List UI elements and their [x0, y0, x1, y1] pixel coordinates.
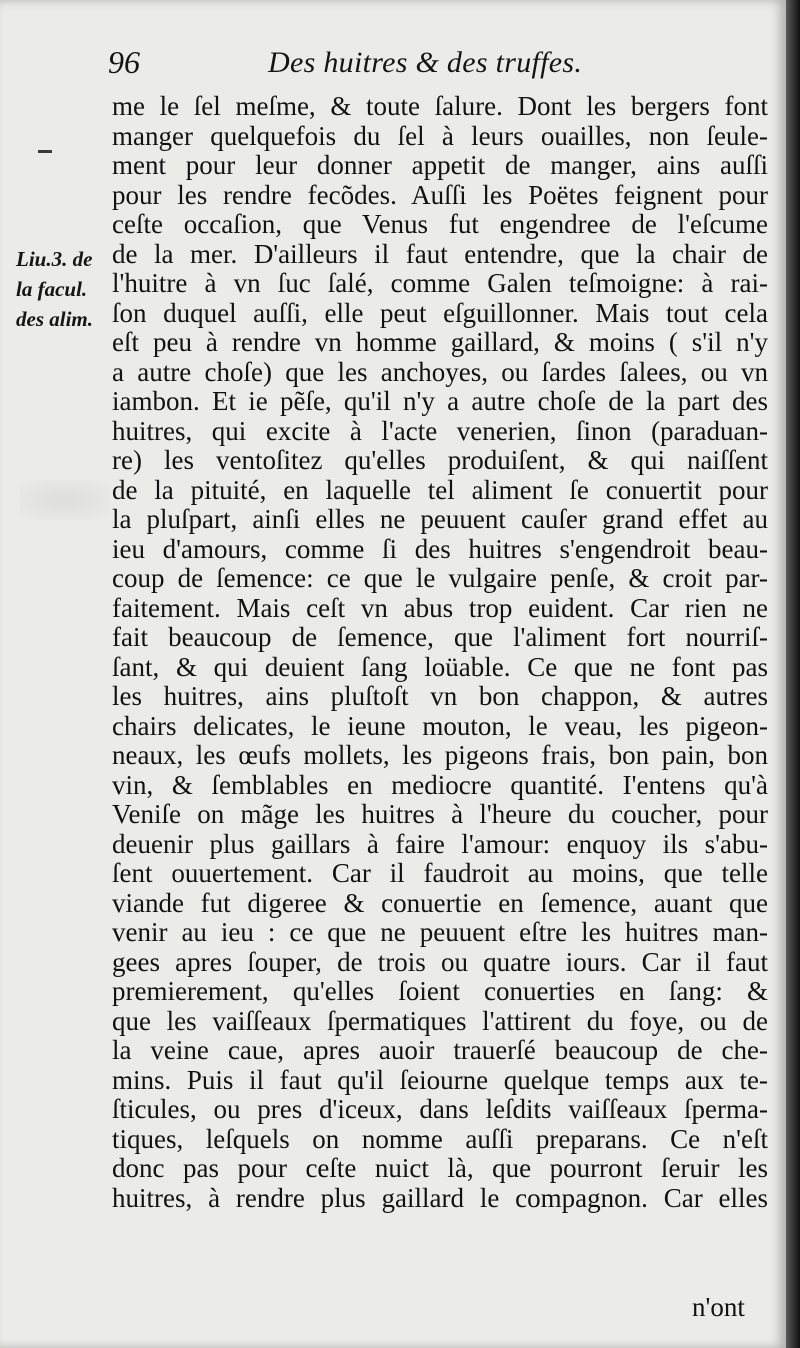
- text-line: de la pituité, en laquelle tel aliment ſe conuertit pour: [112, 474, 768, 505]
- text-line: ceſte occaſion, que Venus fut engendree de l'eſcume: [112, 209, 768, 239]
- text-line: l'huitre à vn ſuc ſalé, comme Galen teſmoigne: à rai-: [112, 268, 768, 298]
- text-line: a autre choſe) que les anchoyes, ou ſardes ſalees, ou vn: [112, 356, 768, 387]
- text-line: venir au ieu : ce que ne peuuent eſtre les huitres man-: [112, 917, 768, 947]
- margin-note: [16, 244, 114, 334]
- text-line: ſent ouuertement. Car il faudroit au moins, que telle: [112, 858, 768, 888]
- text-line: que les vaiſſeaux ſpermatiques l'attirent du foye, ou de: [112, 1005, 768, 1036]
- body-text: [112, 92, 768, 1213]
- text-line: premierement, qu'elles ſoient conuerties en ſang: &: [112, 976, 768, 1006]
- text-line: de la mer. D'ailleurs il faut entendre, que la chair de: [112, 238, 768, 269]
- text-line: pour les rendre fecõdes. Auſſi les Poëtes feignent pour: [112, 179, 768, 210]
- text-line: donc pas pour ceſte nuict là, que pourront ſeruir les: [112, 1153, 768, 1183]
- text-line: chairs delicates, le ieune mouton, le veau, les pigeon-: [112, 710, 768, 741]
- text-line: me le ſel meſme, & toute ſalure. Dont les bergers font: [112, 91, 768, 121]
- text-line: fait beaucoup de ſemence, que l'aliment fort nourriſ-: [112, 622, 768, 652]
- margin-note-line: des alim.: [16, 307, 93, 331]
- margin-dash-mark: [38, 150, 52, 153]
- text-line: gees apres ſouper, de trois ou quatre iours. Car il faut: [112, 946, 768, 977]
- text-line: la veine caue, apres auoir trauerſé beaucoup de che-: [112, 1035, 768, 1065]
- text-line: ſant, & qui deuient ſang loüable. Ce que ne font pas: [112, 651, 768, 682]
- margin-note-line: la facul.: [16, 277, 88, 301]
- page-number: 96: [108, 44, 140, 80]
- text-line: eſt peu à rendre vn homme gaillard, & moins ( s'il n'y: [112, 327, 768, 357]
- catchword: n'ont: [692, 1292, 745, 1322]
- text-line: mins. Puis il faut qu'il ſeiourne quelque temps aux te-: [112, 1064, 768, 1095]
- text-line: vin, & ſemblables en mediocre quantité. I'entens qu'à: [112, 769, 768, 800]
- text-line: neaux, les œufs mollets, les pigeons frais, bon pain, bon: [112, 740, 768, 770]
- text-line: huitres, à rendre plus gaillard le compagnon. Car elles: [112, 1182, 768, 1213]
- text-line: les huitres, ains pluſtoſt vn bon chappon, & autres: [112, 681, 768, 711]
- text-line: la pluſpart, ainſi elles ne peuuent cauſer grand effet au: [112, 504, 768, 534]
- text-line: ſon duquel auſſi, elle peut eſguillonner. Mais tout cela: [112, 297, 768, 328]
- text-line: coup de ſemence: ce que le vulgaire penſe, & croit par-: [112, 563, 768, 593]
- text-line: Veniſe on mãge les huitres à l'heure du coucher, pour: [112, 799, 768, 829]
- page-edge-shadow: [786, 0, 800, 1348]
- text-line: ſticules, ou pres d'iceux, dans leſdits vaiſſeaux ſperma-: [112, 1094, 768, 1124]
- margin-note-line: Liu.3. de: [16, 247, 93, 271]
- text-line: ment pour leur donner appetit de manger, ains auſſi: [112, 150, 768, 180]
- bleed-through-smudge: [20, 480, 110, 520]
- text-line: ieu d'amours, comme ſi des huitres s'engendroit beau-: [112, 533, 768, 564]
- text-line: viande fut digeree & conuertie en ſemence, auant que: [112, 887, 768, 918]
- text-line: iambon. Et ie pẽſe, qu'il n'y a autre choſe de la part des: [112, 386, 768, 416]
- text-line: manger quelquefois du ſel à leurs ouailles, non ſeule-: [112, 120, 768, 151]
- text-line: tiques, leſquels on nomme auſſi preparans. Ce n'eſt: [112, 1123, 768, 1154]
- page-header: [0, 44, 786, 88]
- running-title: Des huitres & des truffes.: [268, 46, 583, 79]
- text-line: re) les ventoſitez qu'elles produiſent, & qui naiſſent: [112, 445, 768, 475]
- text-line: huitres, qui excite à l'acte venerien, ſinon (paraduan-: [112, 415, 768, 446]
- text-line: deuenir plus gaillars à faire l'amour: enquoy ils s'abu-: [112, 828, 768, 859]
- text-line: faitement. Mais ceſt vn abus trop euident. Car rien ne: [112, 592, 768, 623]
